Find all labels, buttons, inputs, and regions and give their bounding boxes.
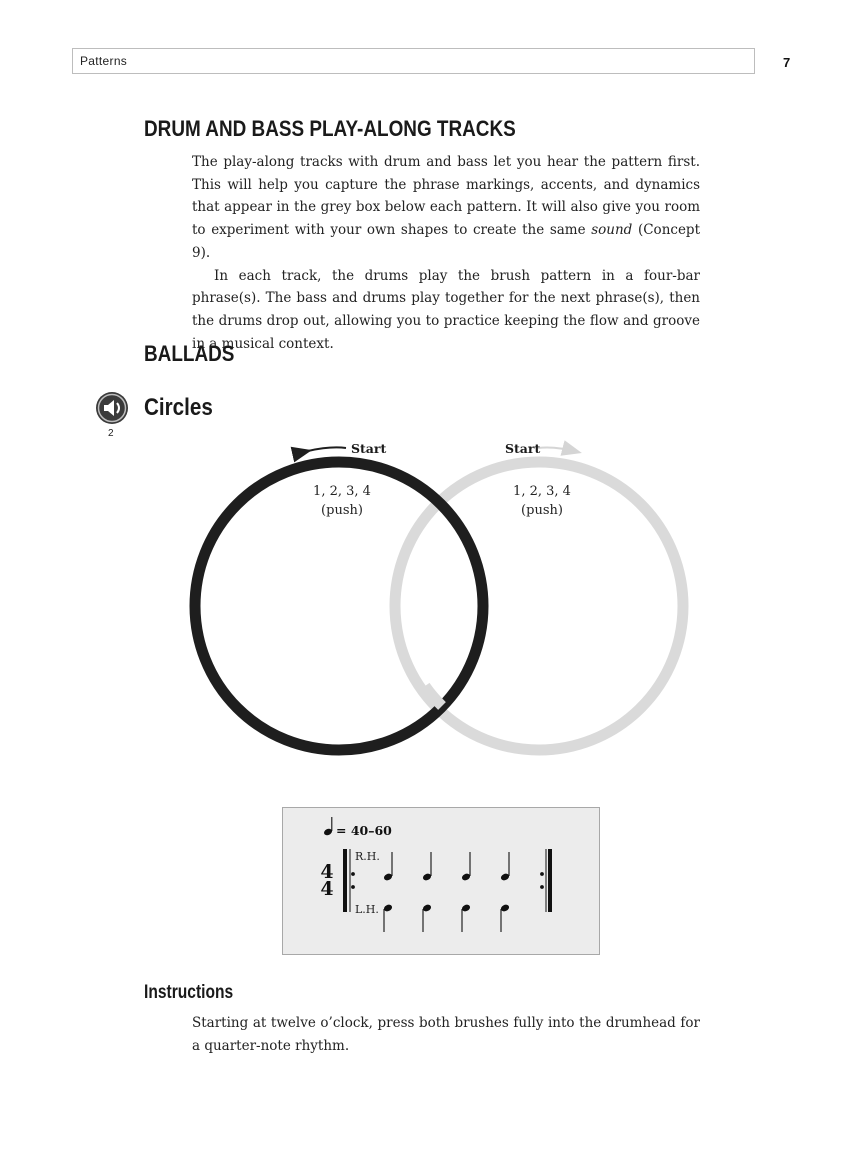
- right-hand-notes: [383, 852, 510, 882]
- left-start-arrow: [308, 447, 346, 451]
- quarter-note-icon: [323, 817, 333, 836]
- exercise-title: Circles: [144, 394, 213, 421]
- notation-box: [282, 807, 600, 955]
- drum-notation: [283, 808, 601, 956]
- speaker-icon[interactable]: [95, 391, 129, 425]
- right-start-arrow: [538, 448, 578, 453]
- right-start-label: Start: [505, 441, 541, 456]
- time-signature-bottom: 4: [320, 878, 334, 900]
- right-counts-label: 1, 2, 3, 4: [513, 484, 571, 499]
- left-push-label: (push): [321, 503, 363, 518]
- instructions-text-block: [192, 1012, 700, 1057]
- instructions-text: Starting at twelve o’clock, press both brushes fully into the drumhead for a quarter-note rhythm.: [192, 1015, 700, 1054]
- tempo-marking: = 40–60: [336, 823, 392, 838]
- track-number: 2: [108, 428, 114, 439]
- right-push-label: (push): [521, 503, 563, 518]
- running-header-title: Patterns: [80, 54, 128, 68]
- instructions-heading: Instructions: [144, 982, 234, 1003]
- left-counts-label: 1, 2, 3, 4: [313, 484, 371, 499]
- right-hand-label: R.H.: [355, 850, 380, 863]
- emphasis-sound: sound: [591, 222, 633, 239]
- section-heading-play-along: DRUM AND BASS PLAY-ALONG TRACKS: [144, 116, 516, 141]
- left-hand-notes: [383, 903, 510, 932]
- page-number: 7: [783, 55, 791, 70]
- running-header-box: [72, 48, 755, 74]
- left-hand-label: L.H.: [355, 903, 379, 916]
- intro-paragraph-1: The play-along tracks with drum and bass let you hear the pattern first. This will help you capture the phrase markings, accents, and dynamics that appear in the grey box below each pattern. It will also give you room to experiment with your own shapes to create the same sound (Concept 9).: [192, 154, 700, 261]
- left-start-label: Start: [351, 441, 387, 456]
- intro-paragraph-2: In each track, the drums play the brush pattern in a four-bar phrase(s). The bass and drums play together for the next phrase(s), then the drums drop out, allowing you to practice keeping the flow and groove in a musical context.: [192, 267, 700, 352]
- time-signature-top: 4: [320, 861, 334, 883]
- section-heading-ballads: BALLADS: [144, 341, 235, 366]
- intro-text: [192, 151, 700, 355]
- circles-diagram: [180, 436, 700, 766]
